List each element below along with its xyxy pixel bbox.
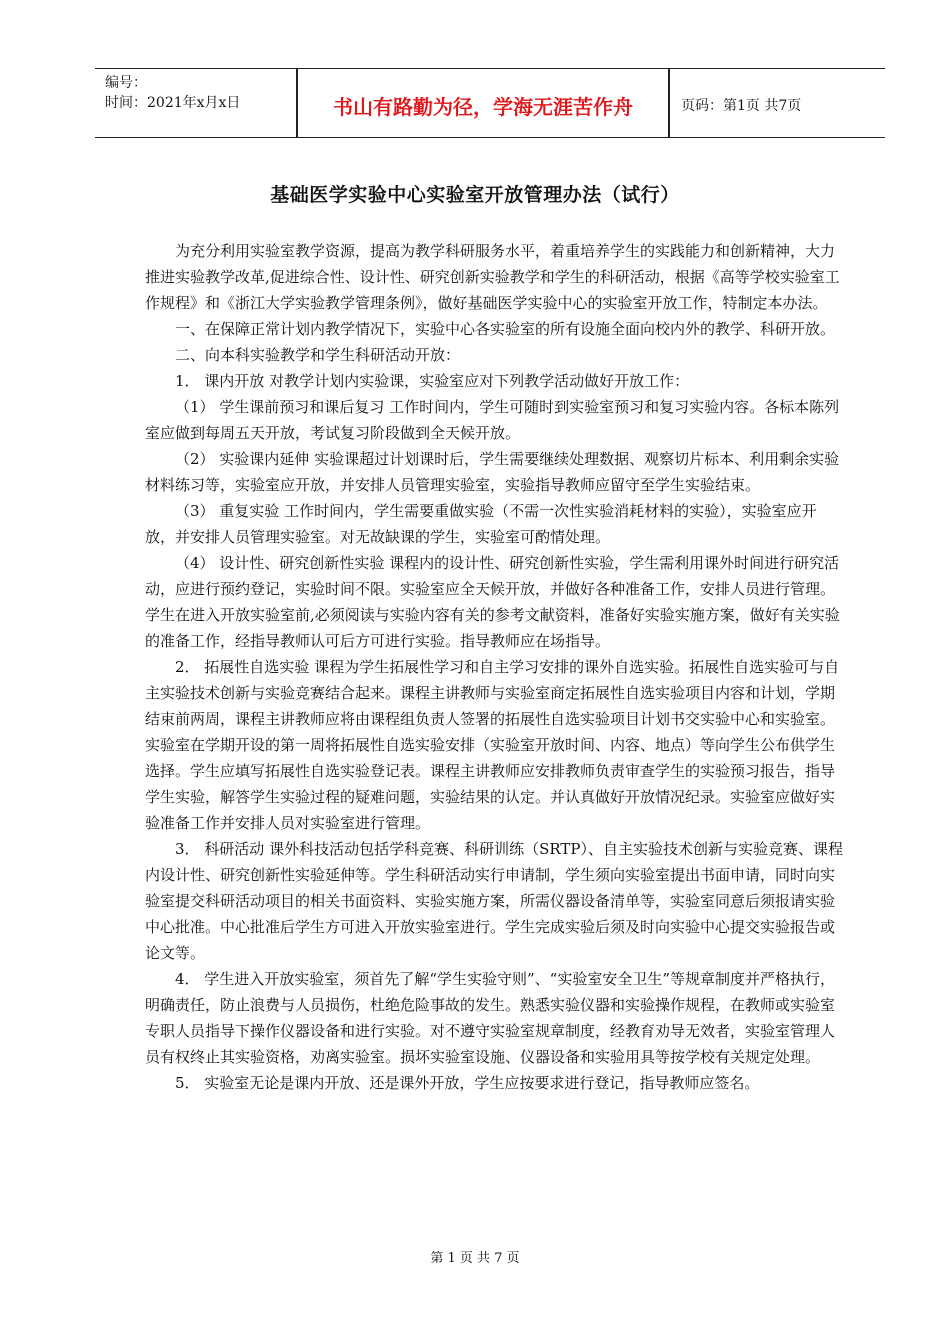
item-1-paragraph: 1． 课内开放 对教学计划内实验课，实验室应对下列教学活动做好开放工作： (175, 372, 690, 390)
header-code-label: 编号： (105, 75, 147, 91)
header-divider (668, 69, 670, 137)
header-page-info: 页码：第1页 共7页 (681, 98, 802, 114)
document-body (145, 238, 845, 1096)
sub-item-3-paragraph: （3） 重复实验 工作时间内，学生需要重做实验（不需一次性实验消耗材料的实验），实验室应开放，并安排人员管理实验室。对无故缺课的学生，实验室可酌情处理。 (145, 502, 817, 546)
item-2-paragraph: 2． 拓展性自选实验 课程为学生拓展性学习和自主学习安排的课外自选实验。拓展性自选实验可与自主实验技术创新与实验竞赛结合起来。课程主讲教师与实验室商定拓展性自选实验项目内容和计划，学期结束前两周，课程主讲教师应将由课程组负责人签署的拓展性自选实验项目计划书交实验中心和实验室。实验室在学期开设的第一周将拓展性自选实验安排（实验室开放时间、内容、地点）等向学生公布供学生选择。学生应填写拓展性自选实验登记表。课程主讲教师应安排教师负责审查学生的实验预习报告，指导学生实验，解答学生实验过程的疑难问题，实验结果的认定。并认真做好开放情况纪录。实验室应做好实验准备工作并安排人员对实验室进行管理。 (145, 658, 840, 832)
sub-item-4-paragraph: （4） 设计性、研究创新性实验 课程内的设计性、研究创新性实验，学生需利用课外时间进行研究活动，应进行预约登记，实验时间不限。实验室应全天候开放，并做好各种准备工作，安排人员进行管理。学生在进入开放实验室前,必须阅读与实验内容有关的参考文献资料，准备好实验实施方案，做好有关实验的准备工作，经指导教师认可后方可进行实验。指导教师应在场指导。 (145, 554, 840, 650)
section-1-paragraph: 一、在保障正常计划内教学情况下，实验中心各实验室的所有设施全面向校内外的教学、科研开放。 (175, 320, 836, 338)
document-header (95, 68, 885, 138)
header-time-label: 时间：2021年x月x日 (105, 95, 241, 111)
page-footer: 第 1 页 共 7 页 (430, 1251, 520, 1266)
section-2-heading: 二、向本科实验教学和学生科研活动开放： (175, 346, 461, 364)
intro-paragraph: 为充分利用实验室教学资源，提高为教学科研服务水平，着重培养学生的实践能力和创新精神，大力推进实验教学改革,促进综合性、设计性、研究创新实验教学和学生的科研活动，根据《高等学校实验室工作规程》和《浙江大学实验教学管理条例》，做好基础医学实验中心的实验室开放工作，特制定本办法。 (145, 242, 840, 312)
item-4-paragraph: 4． 学生进入开放实验室，须首先了解“学生实验守则”、“实验室安全卫生”等规章制度并严格执行，明确责任，防止浪费与人员损伤，杜绝危险事故的发生。熟悉实验仪器和实验操作规程，在教师或实验室专职人员指导下操作仪器设备和进行实验。对不遵守实验室规章制度，经教育劝导无效者，实验室管理人员有权终止其实验资格，劝离实验室。损坏实验室设施、仪器设备和实验用具等按学校有关规定处理。 (145, 970, 836, 1066)
item-5-paragraph: 5． 实验室无论是课内开放、还是课外开放，学生应按要求进行登记，指导教师应签名。 (175, 1074, 760, 1092)
header-motto: 书山有路勤为径，学海无涯苦作舟 (333, 95, 633, 119)
document-title: 基础医学实验中心实验室开放管理办法（试行） (270, 184, 680, 206)
sub-item-2-paragraph: （2） 实验课内延伸 实验课超过计划课时后，学生需要继续处理数据、观察切片标本、利用剩余实验材料练习等，实验室应开放，并安排人员管理实验室，实验指导教师应留守至学生实验结束。 (145, 450, 840, 494)
sub-item-1-paragraph: （1） 学生课前预习和课后复习 工作时间内，学生可随时到实验室预习和复习实验内容。各标本陈列室应做到每周五天开放，考试复习阶段做到全天候开放。 (145, 398, 840, 442)
header-meta (105, 73, 240, 113)
item-3-paragraph: 3． 科研活动 课外科技活动包括学科竞赛、科研训练（SRTP）、自主实验技术创新与实验竞赛、课程内设计性、研究创新性实验延伸等。学生科研活动实行申请制，学生须向实验室提出书面申请，同时向实验室提交科研活动项目的相关书面资料、实验实施方案，所需仪器设备清单等，实验室同意后须报请实验中心批准。中心批准后学生方可进入开放实验室进行。学生完成实验后须及时向实验中心提交实验报告或论文等。 (145, 840, 843, 962)
